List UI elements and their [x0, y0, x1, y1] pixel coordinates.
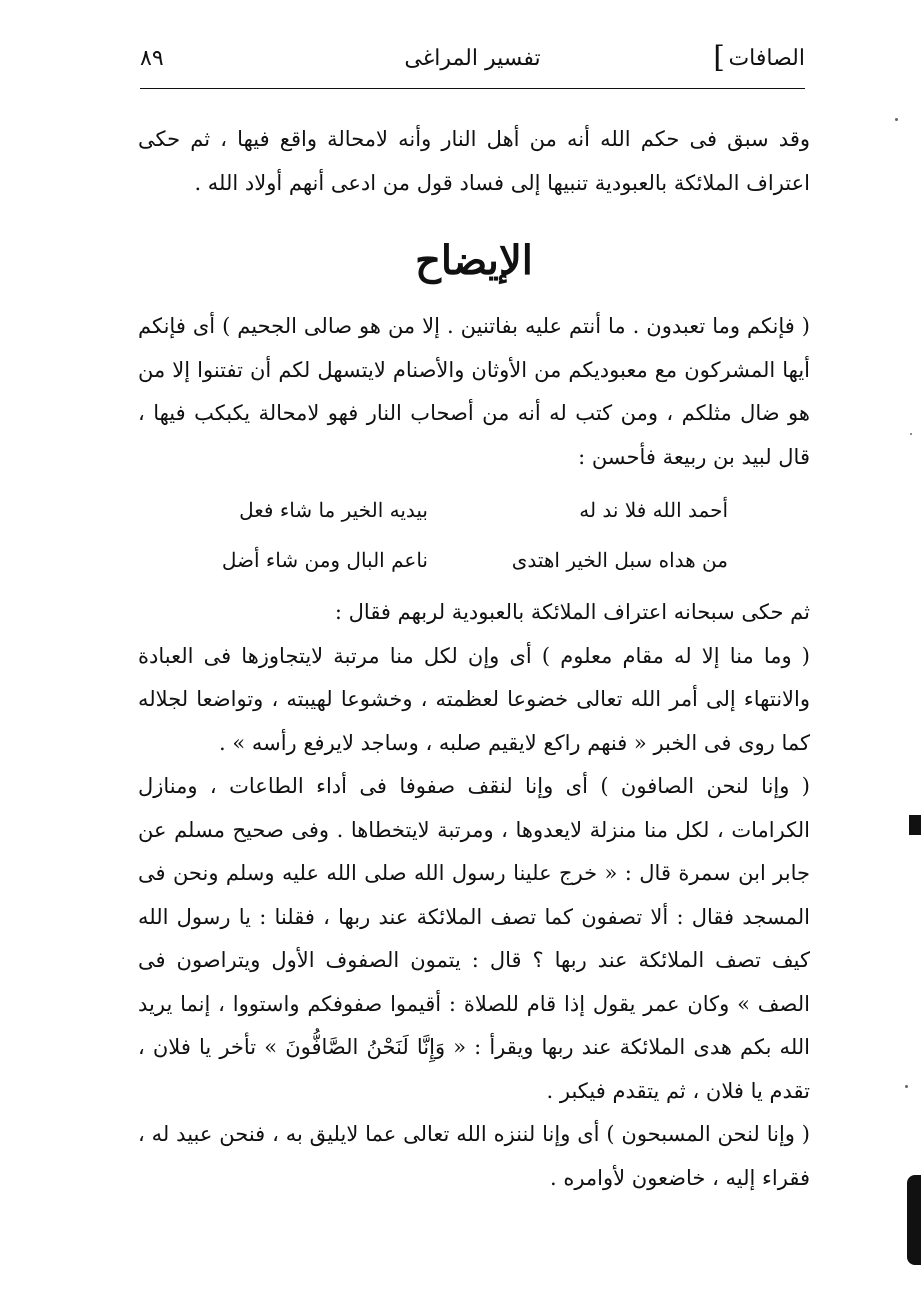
- paragraph-fainnakum: ( فإنكم وما تعبدون . ما أنتم عليه بفاتنين . إلا من هو صالى الجحيم ) أى فإنكم أيها المشركون مع معبوديكم من الأوثان والأصنام لايتسهل لكم أن تفتنوا إلا من هو ضال مثلكم ، ومن كتب له أنه من أصحاب النار فهو لامحالة يكبكب فيها ، قال لبيد بن ربيعة فأحسن :: [138, 314, 810, 469]
- poem-block: [138, 485, 810, 585]
- verse-2-second-hemistich: ناعم البال ومن شاء أضل: [221, 548, 428, 572]
- paragraph-musabbihun: ( وإنا لنحن المسبحون ) أى وإنا لننزه الله تعالى عما لايليق به ، فنحن عبيد له ، فقراء إليه ، خاضعون لأوامره .: [138, 1122, 810, 1190]
- paragraph-maqam-malum: ( وما منا إلا له مقام معلوم ) أى وإن لكل منا مرتبة لايتجاوزها فى العبادة والانتهاء إلى أمر الله تعالى خضوعا لعظمته ، وخشوعا لهيبته ، وتواضعا لجلاله كما روى فى الخبر « فنهم راكع لايقيم صلبه ، وساجد لايرفع رأسه » .: [138, 643, 810, 755]
- book-title: تفسير المراغى: [404, 46, 541, 71]
- intro-paragraph: وقد سبق فى حكم الله أنه من أهل النار وأنه لامحالة واقع فيها ، ثم حكى اعتراف الملائكة بالعبودية تنبيها إلى فساد قول من ادعى أنهم أولاد الله .: [138, 127, 810, 195]
- page-body: [138, 118, 810, 1200]
- running-header: [140, 40, 805, 88]
- section-heading: الإيضاح: [415, 237, 533, 284]
- scan-speck: [895, 118, 898, 121]
- page-number: ٨٩: [140, 46, 164, 71]
- verse-1-first-hemistich: أحمد الله فلا ند له: [579, 498, 728, 522]
- paragraph-saffun: ( وإنا لنحن الصافون ) أى وإنا لنقف صفوفا فى أداء الطاعات ، ومنازل الكرامات ، لكل منا منزلة لايعدوها ، ومرتبة لايتخطاها . وفى صحيح مسلم عن جابر ابن سمرة قال : « خرج علينا رسول الله صلى الله عليه وسلم ونحن فى المسجد فقال : ألا تصفون كما تصف الملائكة عند ربها ، فقلنا : يا رسول الله كيف تصف الملائكة عند ربها ؟ قال : يتمون الصفوف الأول ويتراصون فى الصف » وكان عمر يقول إذا قام للصلاة : أقيموا صفوفكم واستووا ، إنما يريد الله بكم هدى الملائكة عند ربها ويقرأ : « وَإِنَّا لَنَحْنُ الصَّافُّونَ » تأخر يا فلان ، تقدم يا فلان ، ثم يتقدم فيكبر .: [138, 774, 810, 1103]
- verse-1-second-hemistich: بيديه الخير ما شاء فعل: [239, 498, 428, 522]
- poem-verse-2: [138, 535, 810, 585]
- scan-speck: [905, 1085, 908, 1088]
- scan-edge-mark-bottom: [907, 1175, 921, 1265]
- verse-2-first-hemistich: من هداه سبل الخير اهتدى: [511, 548, 728, 572]
- surah-name: الصافات: [728, 46, 805, 71]
- scan-edge-mark-top: [909, 815, 921, 835]
- paragraph-intro-angels: ثم حكى سبحانه اعتراف الملائكة بالعبودية لربهم فقال :: [334, 600, 810, 624]
- header-bracket: ]: [713, 40, 725, 75]
- scan-speck: [910, 433, 912, 435]
- poem-verse-1: [138, 485, 810, 535]
- header-rule: [140, 88, 805, 89]
